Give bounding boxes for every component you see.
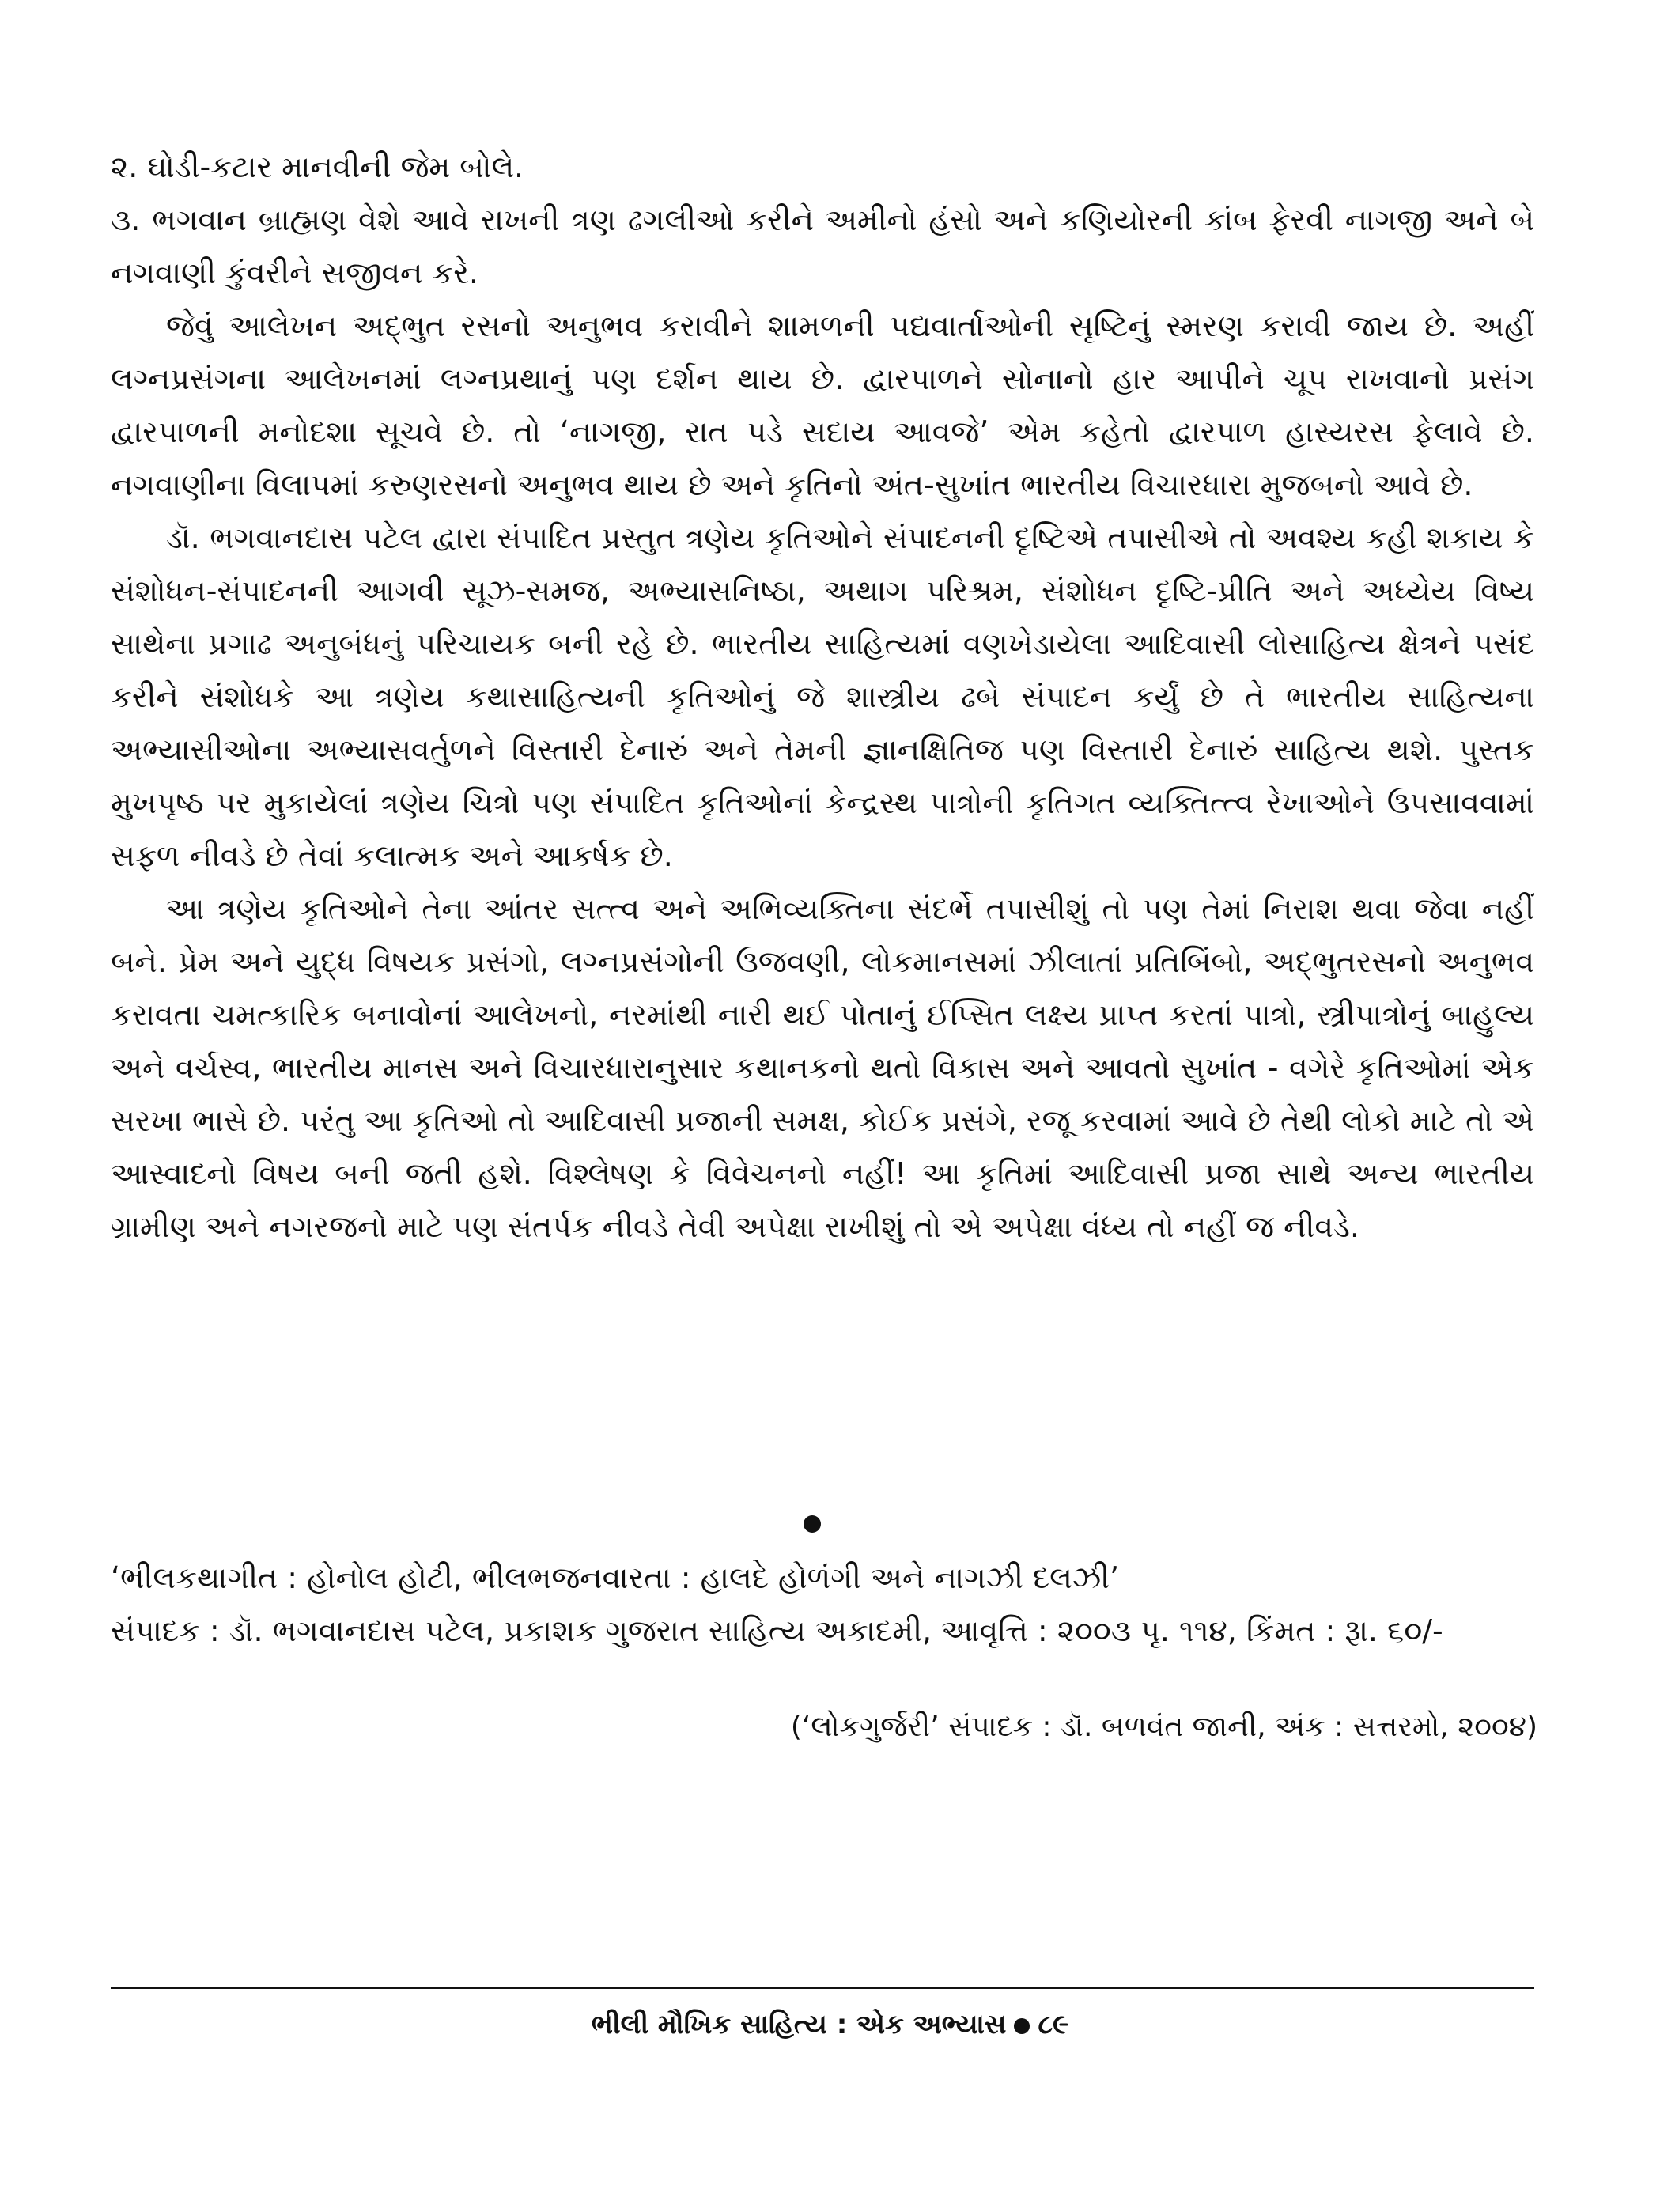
paragraph-1: જેવું આલેખન અદ્ભુત રસનો અનુભવ કરાવીને શામળની પદ્યવાર્તાઓની સૃષ્ટિનું સ્મરણ કરાવી જાય છે. અહીં લગ્નપ્રસંગના આલેખનમાં લગ્નપ્રથાનું પણ દર્શન થાય છે. દ્વારપાળને સોનાનો હાર આપીને ચૂપ રાખવાનો પ્રસંગ દ્વારપાળની મનોદશા સૂચવે છે. તો ‘નાગજી, રાત પડે સદાય આવજે’ એમ કહેતો દ્વારપાળ હાસ્યરસ ફેલાવે છે. નગવાણીના વિલાપમાં કરુણરસનો અનુભવ થાય છે અને કૃતિનો અંત-સુખાંત ભારતીય વિચારધારા મુજબનો આવે છે. [111, 308, 1534, 502]
reference-title: ‘ભીલકથાગીત : હોનોલ હોટી, ભીલભજનવારતા : હાલદે હોળંગી અને નાગઝી દલઝી’ [111, 1560, 1120, 1595]
body-text [111, 141, 1534, 1253]
paragraph-3: આ ત્રણેય કૃતિઓને તેના આંતર સત્ત્વ અને અભિવ્યક્તિના સંદર્ભે તપાસીશું તો પણ તેમાં નિરાશ થવા જેવા નહીં બને. પ્રેમ અને યુદ્ધ વિષયક પ્રસંગો, લગ્નપ્રસંગોની ઉજવણી, લોકમાનસમાં ઝીલાતાં પ્રતિબિંબો, અદ્ભુતરસનો અનુભવ કરાવતા ચમત્કારિક બનાવોનાં આલેખનો, નરમાંથી નારી થઈ પોતાનું ઈપ્સિત લક્ષ્ય પ્રાપ્ત કરતાં પાત્રો, સ્ત્રીપાત્રોનું બાહુલ્ય અને વર્ચસ્વ, ભારતીય માનસ અને વિચારધારાનુસાર કથાનકનો થતો વિકાસ અને આવતો સુખાંત - વગેરે કૃતિઓમાં એક સરખા ભાસે છે. પરંતુ આ કૃતિઓ તો આદિવાસી પ્રજાની સમક્ષ, કોઈક પ્રસંગે, રજૂ કરવામાં આવે છે તેથી લોકો માટે તો એ આસ્વાદનો વિષય બની જતી હશે. વિશ્લેષણ કે વિવેચનનો નહીં! આ કૃતિમાં આદિવાસી પ્રજા સાથે અન્ય ભારતીય ગ્રામીણ અને નગરજનો માટે પણ સંતર્પક નીવડે તેવી અપેક્ષા રાખીશું તો એ અપેક્ષા વંધ્ય તો નહીં જ નીવડે. [111, 891, 1534, 1244]
page-footer [0, 2001, 1660, 2048]
list-item-2: ૨. ઘોડી-કટાર માનવીની જેમ બોલે. [111, 149, 524, 184]
footer-divider [111, 1987, 1534, 1989]
section-separator-bullet [804, 1515, 821, 1533]
source-citation: (‘લોકગુર્જરી’ સંપાદક : ડૉ. બળવંત જાની, અંક : સત્તરમો, ૨૦૦૪) [790, 1711, 1537, 1743]
paragraph-2: ડૉ. ભગવાનદાસ પટેલ દ્વારા સંપાદિત પ્રસ્તુત ત્રણેય કૃતિઓને સંપાદનની દૃષ્ટિએ તપાસીએ તો અવશ્ય કહી શકાય કે સંશોધન-સંપાદનની આગવી સૂઝ-સમજ, અભ્યાસનિષ્ઠા, અથાગ પરિશ્રમ, સંશોધન દૃષ્ટિ-પ્રીતિ અને અધ્યેય વિષ્ય સાથેના પ્રગાઢ અનુબંધનું પરિચાયક બની રહે છે. ભારતીય સાહિત્યમાં વણખેડાયેલા આદિવાસી લોસાહિત્ય ક્ષેત્રને પસંદ કરીને સંશોધકે આ ત્રણેય કથાસાહિત્યની કૃતિઓનું જે શાસ્ત્રીય ઢબે સંપાદન કર્યું છે તે ભારતીય સાહિત્યના અભ્યાસીઓના અભ્યાસવર્તુળને વિસ્તારી દેનારું અને તેમની જ્ઞાનક્ષિતિજ પણ વિસ્તારી દેનારું સાહિત્ય થશે. પુસ્તક મુખપૃષ્ઠ પર મુકાયેલાં ત્રણેય ચિત્રો પણ સંપાદિત કૃતિઓનાં કેન્દ્રસ્થ પાત્રોની કૃતિગત વ્યક્તિત્ત્વ રેખાઓને ઉપસાવવામાં સફળ નીવડે છે તેવાં કલાત્મક અને આકર્ષક છે. [111, 520, 1534, 873]
book-reference [111, 1552, 1534, 1658]
list-item-3: ૩. ભગવાન બ્રાહ્મણ વેશે આવે રાખની ત્રણ ઢગલીઓ કરીને અમીનો હંસો અને કણિયોરની કાંબ ફેરવી નાગજી અને બે નગવાણી કુંવરીને સજીવન કરે. [111, 202, 1534, 290]
footer-bullet-icon [1014, 2018, 1030, 2034]
reference-details: સંપાદક : ડૉ. ભગવાનદાસ પટેલ, પ્રકાશક ગુજરાત સાહિત્ય અકાદમી, આવૃત્તિ : ૨૦૦૩ પૃ. ૧૧૪, કિંમત : રૂા. ૬૦/- [111, 1613, 1443, 1648]
page-number: ૮૯ [1038, 2009, 1069, 2040]
footer-book-title: ભીલી મૌખિક સાહિત્ય : એક અભ્યાસ [591, 2009, 1007, 2040]
